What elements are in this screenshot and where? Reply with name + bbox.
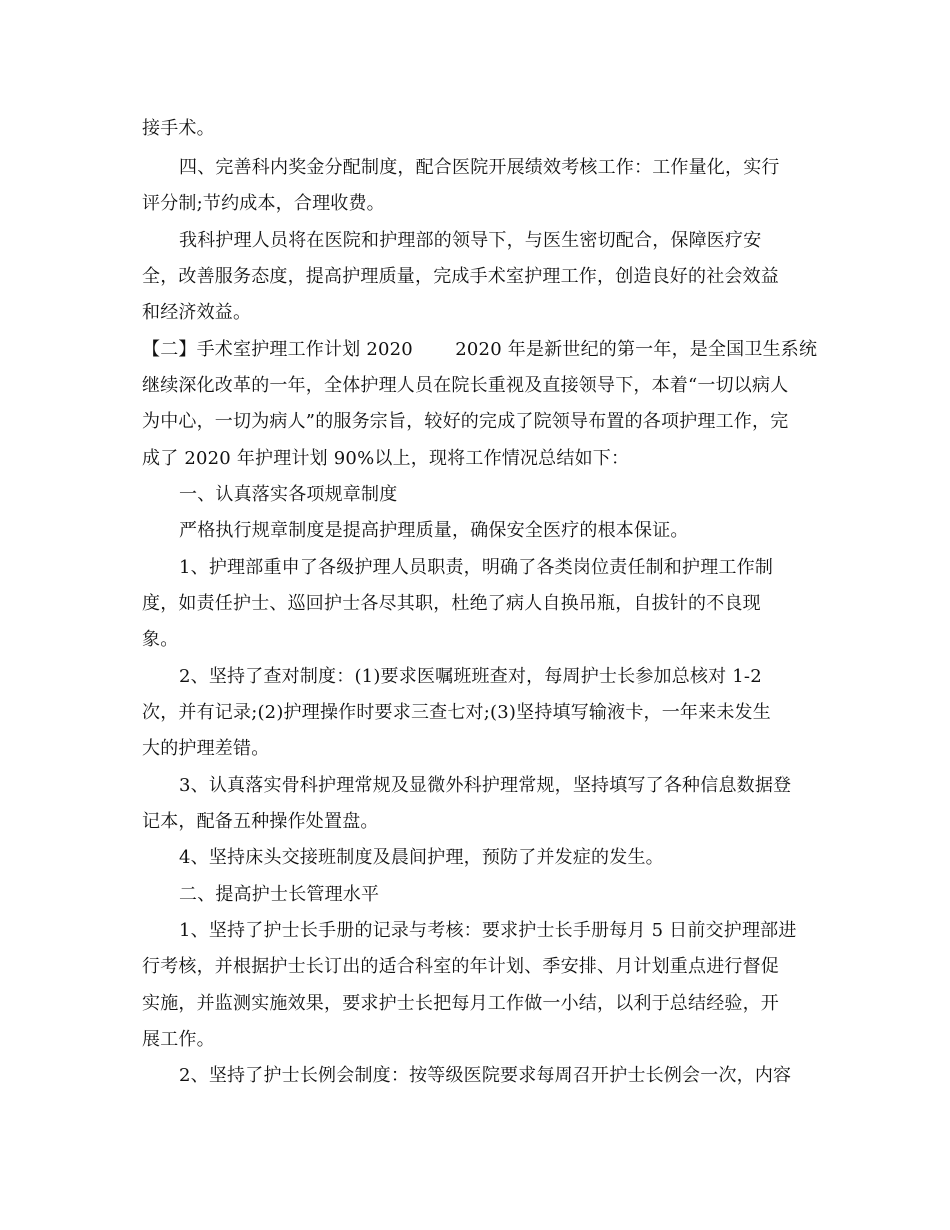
paragraph-line: 严格执行规章制度是提高护理质量，确保安全医疗的根本保证。 — [179, 520, 689, 541]
paragraph-line: 记本，配备五种操作处置盘。 — [142, 811, 379, 832]
paragraph-line: 我科护理人员将在医院和护理部的领导下，与医生密切配合，保障医疗安 — [179, 230, 762, 251]
paragraph-line: 行考核，并根据护士长订出的适合科室的年计划、季安排、月计划重点进行督促 — [142, 956, 779, 977]
paragraph-line: 实施，并监测实施效果，要求护士长把每月工作做一小结，以利于总结经验，开 — [142, 993, 779, 1014]
paragraph-line: 成了 2020 年护理计划 90%以上，现将工作情况总结如下： — [142, 448, 630, 469]
paragraph-line: 度，如责任护士、巡回护士各尽其职，杜绝了病人自换吊瓶，自拔针的不良现 — [142, 593, 761, 614]
paragraph-line: 四、完善科内奖金分配制度，配合医院开展绩效考核工作：工作量化，实行 — [179, 157, 780, 178]
paragraph-line: 全，改善服务态度，提高护理质量，完成手术室护理工作，创造良好的社会效益 — [142, 266, 779, 287]
paragraph-line: 1、坚持了护士长手册的记录与考核：要求护士长手册每月 5 日前交护理部进 — [179, 920, 797, 941]
paragraph-line: 4、坚持床头交接班制度及晨间护理，预防了并发症的发生。 — [179, 847, 664, 868]
paragraph-line: 展工作。 — [142, 1029, 215, 1050]
paragraph-line: 大的护理差错。 — [142, 738, 270, 759]
paragraph-line: 继续深化改革的一年，全体护理人员在院长重视及直接领导下，本着“一切以病人 — [142, 375, 789, 396]
paragraph-line: 为中心，一切为病人”的服务宗旨，较好的完成了院领导布置的各项护理工作，完 — [142, 411, 789, 432]
subheading-line: 二、提高护士长管理水平 — [179, 884, 380, 905]
paragraph-line: 评分制;节约成本，合理收费。 — [142, 193, 385, 214]
paragraph-line: 2、坚持了查对制度：(1)要求医嘱班班查对，每周护士长参加总核对 1-2 — [179, 666, 762, 687]
paragraph-line: 1、护理部重申了各级护理人员职责，明确了各类岗位责任制和护理工作制 — [179, 557, 774, 578]
paragraph-line: 和经济效益。 — [142, 302, 252, 323]
paragraph-line: 接手术。 — [142, 118, 215, 139]
paragraph-line: 3、认真落实骨科护理常规及显微外科护理常规，坚持填写了各种信息数据登 — [179, 775, 792, 796]
paragraph-line: 次，并有记录;(2)护理操作时要求三查七对;(3)坚持填写输液卡，一年来未发生 — [142, 702, 771, 723]
subheading-line: 一、认真落实各项规章制度 — [179, 484, 398, 505]
section-heading-line: 【二】手术室护理工作计划 2020 2020 年是新世纪的第一年，是全国卫生系统 — [142, 339, 818, 360]
paragraph-line: 2、坚持了护士长例会制度：按等级医院要求每周召开护士长例会一次，内容 — [179, 1065, 792, 1086]
paragraph-line: 象。 — [142, 629, 179, 650]
